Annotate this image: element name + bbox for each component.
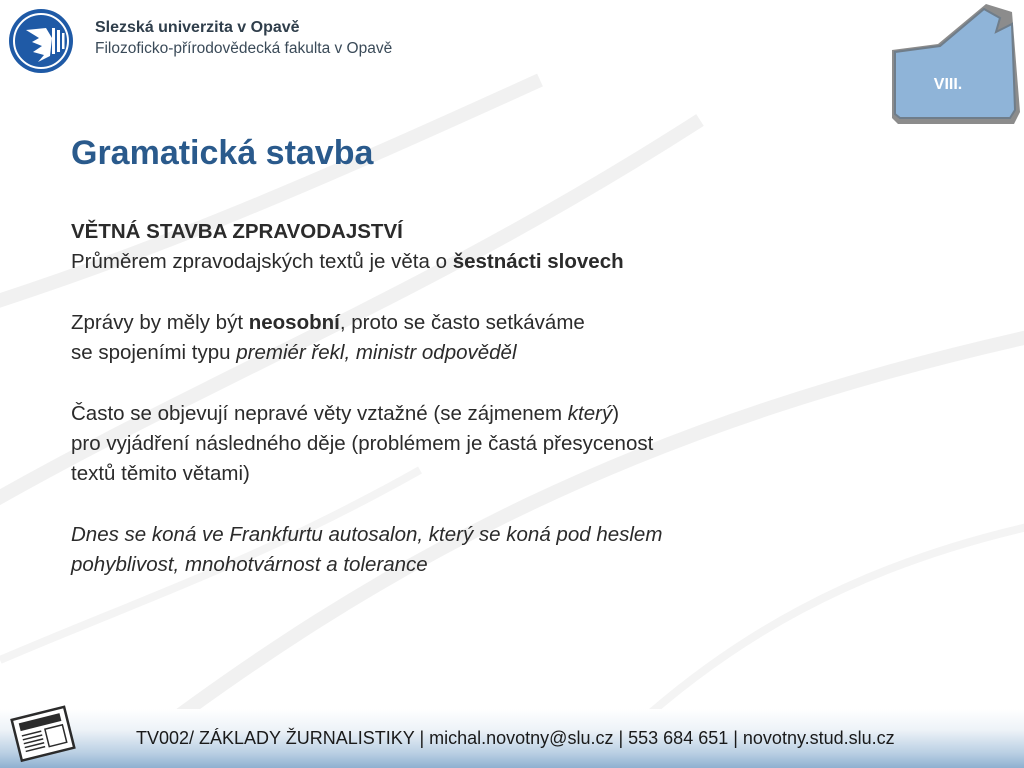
paragraph-text: Průměrem zpravodajských textů je věta o: [71, 250, 453, 273]
paragraph-text: Často se objevují nepravé věty vztažné (se zájmenem: [71, 402, 568, 425]
footer-course-info: TV002/ ZÁKLADY ŽURNALISTIKY | michal.novotny@slu.cz | 553 684 651 | novotny.stud.slu.cz: [136, 728, 895, 748]
paragraph-impersonal-line2: [71, 338, 871, 368]
example-sentence-line2: [71, 550, 871, 580]
slide-content: [71, 217, 871, 580]
paragraph-impersonal: [71, 308, 871, 338]
chapter-number: VIII.: [933, 76, 963, 93]
example-line-2: pohyblivost, mnohotvárnost a tolerance: [71, 553, 428, 576]
paragraph-sentence-length: [71, 247, 871, 277]
paragraph-relative-clauses: [71, 399, 871, 429]
paragraph-relative-clauses-line2: pro vyjádření následného děje (problémem je častá přesycenost: [71, 432, 654, 455]
italic-example: který: [567, 402, 613, 425]
emphasis-text: neosobní: [248, 311, 340, 334]
faculty-name: Filozoficko-přírodovědecká fakulta v Opavě: [95, 40, 393, 57]
paragraph-text: , proto se často setkáváme: [339, 311, 585, 334]
example-line-1: Dnes se koná ve Frankfurtu autosalon, který se koná pod heslem: [71, 523, 663, 546]
example-sentence: [71, 520, 871, 550]
university-logo-icon: [8, 8, 74, 74]
paragraph-relative-clauses-line3: textů těmito větami): [71, 462, 250, 485]
italic-example: premiér řekl, ministr odpověděl: [236, 341, 517, 364]
slide-title: Gramatická stavba: [71, 134, 374, 172]
paragraph-text: Zprávy by měly být: [71, 311, 249, 334]
university-name: Slezská univerzita v Opavě: [95, 19, 300, 36]
paragraph-text: ): [612, 402, 620, 425]
section-heading: VĚTNÁ STAVBA ZPRAVODAJSTVÍ: [71, 220, 403, 243]
emphasis-text: šestnácti slovech: [452, 250, 624, 273]
paragraph-text: se spojeními typu: [71, 341, 237, 364]
newspaper-icon: [6, 705, 78, 763]
chapter-badge-icon: [886, 2, 1022, 132]
